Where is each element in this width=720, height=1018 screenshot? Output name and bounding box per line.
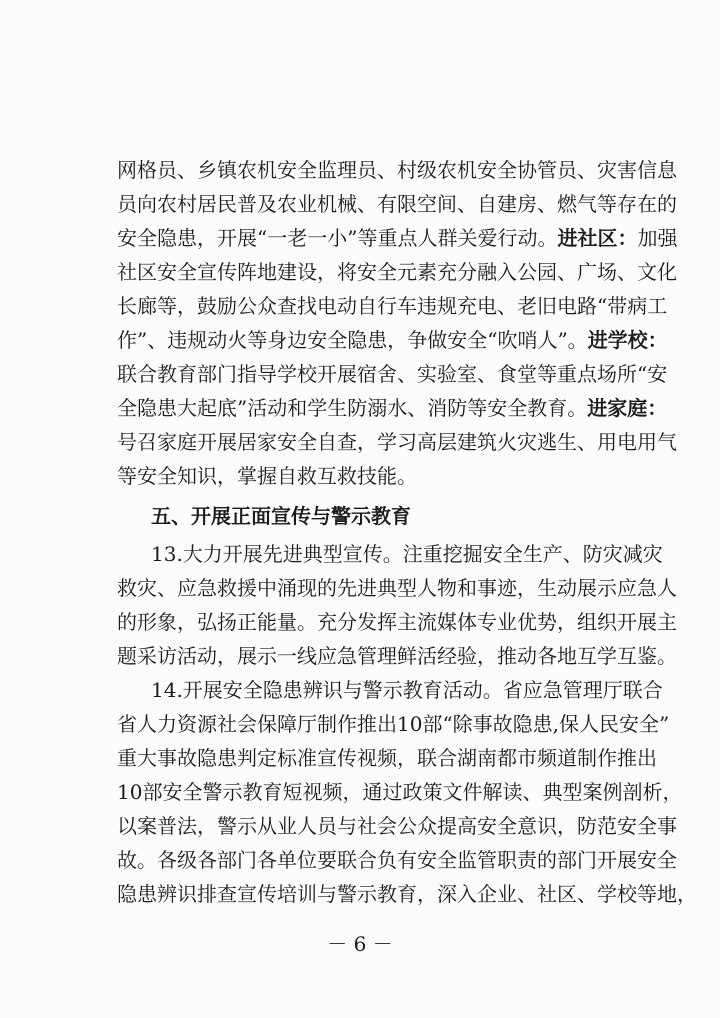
text-line: 网格员、乡镇农机安全监理员、村级农机安全协管员、灾害信息 [117, 158, 677, 182]
paragraph-community-outreach [117, 153, 678, 493]
text-line: 等安全知识，掌握自救互救技能。 [117, 464, 417, 488]
bold-label-family: 进家庭： [587, 396, 668, 420]
page-number: － 6 － [327, 932, 393, 956]
text-line [117, 221, 678, 255]
document-body [117, 153, 697, 911]
text-line: 10部安全警示教育短视频，通过政策文件解读、典型案例剖析， [117, 780, 683, 804]
text-line: 省人力资源社会保障厅制作推出10部“除事故隐患,保人民安全” [117, 712, 670, 736]
paragraph-13 [117, 537, 677, 673]
text-line: 隐患辨识排查宣传培训与警示教育，深入企业、社区、学校等地， [117, 882, 697, 906]
text-run: 全隐患大起底”活动和学生防溺水、消防等安全教育。 [117, 396, 588, 420]
paragraph-14 [117, 673, 697, 911]
text-line: 重大事故隐患判定标准宣传视频，联合湖南都市频道制作推出 [117, 746, 657, 770]
text-line: 员向农村居民普及农业机械、有限空间、自建房、燃气等存在的 [117, 192, 677, 216]
text-line: 长廊等，鼓励公众查找电动自行车违规充电、老旧电路“带病工 [117, 294, 668, 318]
bold-label-school: 进学校： [587, 328, 668, 352]
text-line: 题采访活动，展示一线应急管理鲜活经验，推动各地互学互鉴。 [117, 644, 677, 668]
text-line: 以案普法，警示从业人员与社会公众提高安全意识，防范安全事 [117, 814, 677, 838]
text-line [117, 323, 668, 357]
text-run: 安全隐患，开展“一老一小”等重点人群关爱行动。 [117, 226, 558, 250]
bold-label-community: 进社区： [557, 226, 638, 250]
text-line: 号召家庭开展居家安全自查，学习高层建筑火灾逃生、用电用气 [117, 430, 677, 454]
text-line: 14.开展安全隐患辨识与警示教育活动。省应急管理厅联合 [151, 678, 663, 702]
text-run: 加强 [637, 226, 678, 250]
text-line: 13.大力开展先进典型宣传。注重挖掘安全生产、防灾减灾 [151, 542, 663, 566]
text-line: 故。各级各部门各单位要联合负有安全监管职责的部门开展安全 [117, 848, 677, 872]
section-heading: 五、开展正面宣传与警示教育 [151, 504, 411, 528]
text-line: 救灾、应急救援中涌现的先进典型人物和事迹，生动展示应急人 [117, 576, 677, 600]
text-line [117, 391, 668, 425]
text-line: 的形象，弘扬正能量。充分发挥主流媒体专业优势，组织开展主 [117, 610, 677, 634]
text-line: 联合教育部门指导学校开展宿舍、实验室、食堂等重点场所“安 [117, 362, 668, 386]
text-run: 作”、违规动火等身边安全隐患，争做安全“吹哨人”。 [117, 328, 588, 352]
text-line: 社区安全宣传阵地建设，将安全元素充分融入公园、广场、文化 [117, 260, 677, 284]
